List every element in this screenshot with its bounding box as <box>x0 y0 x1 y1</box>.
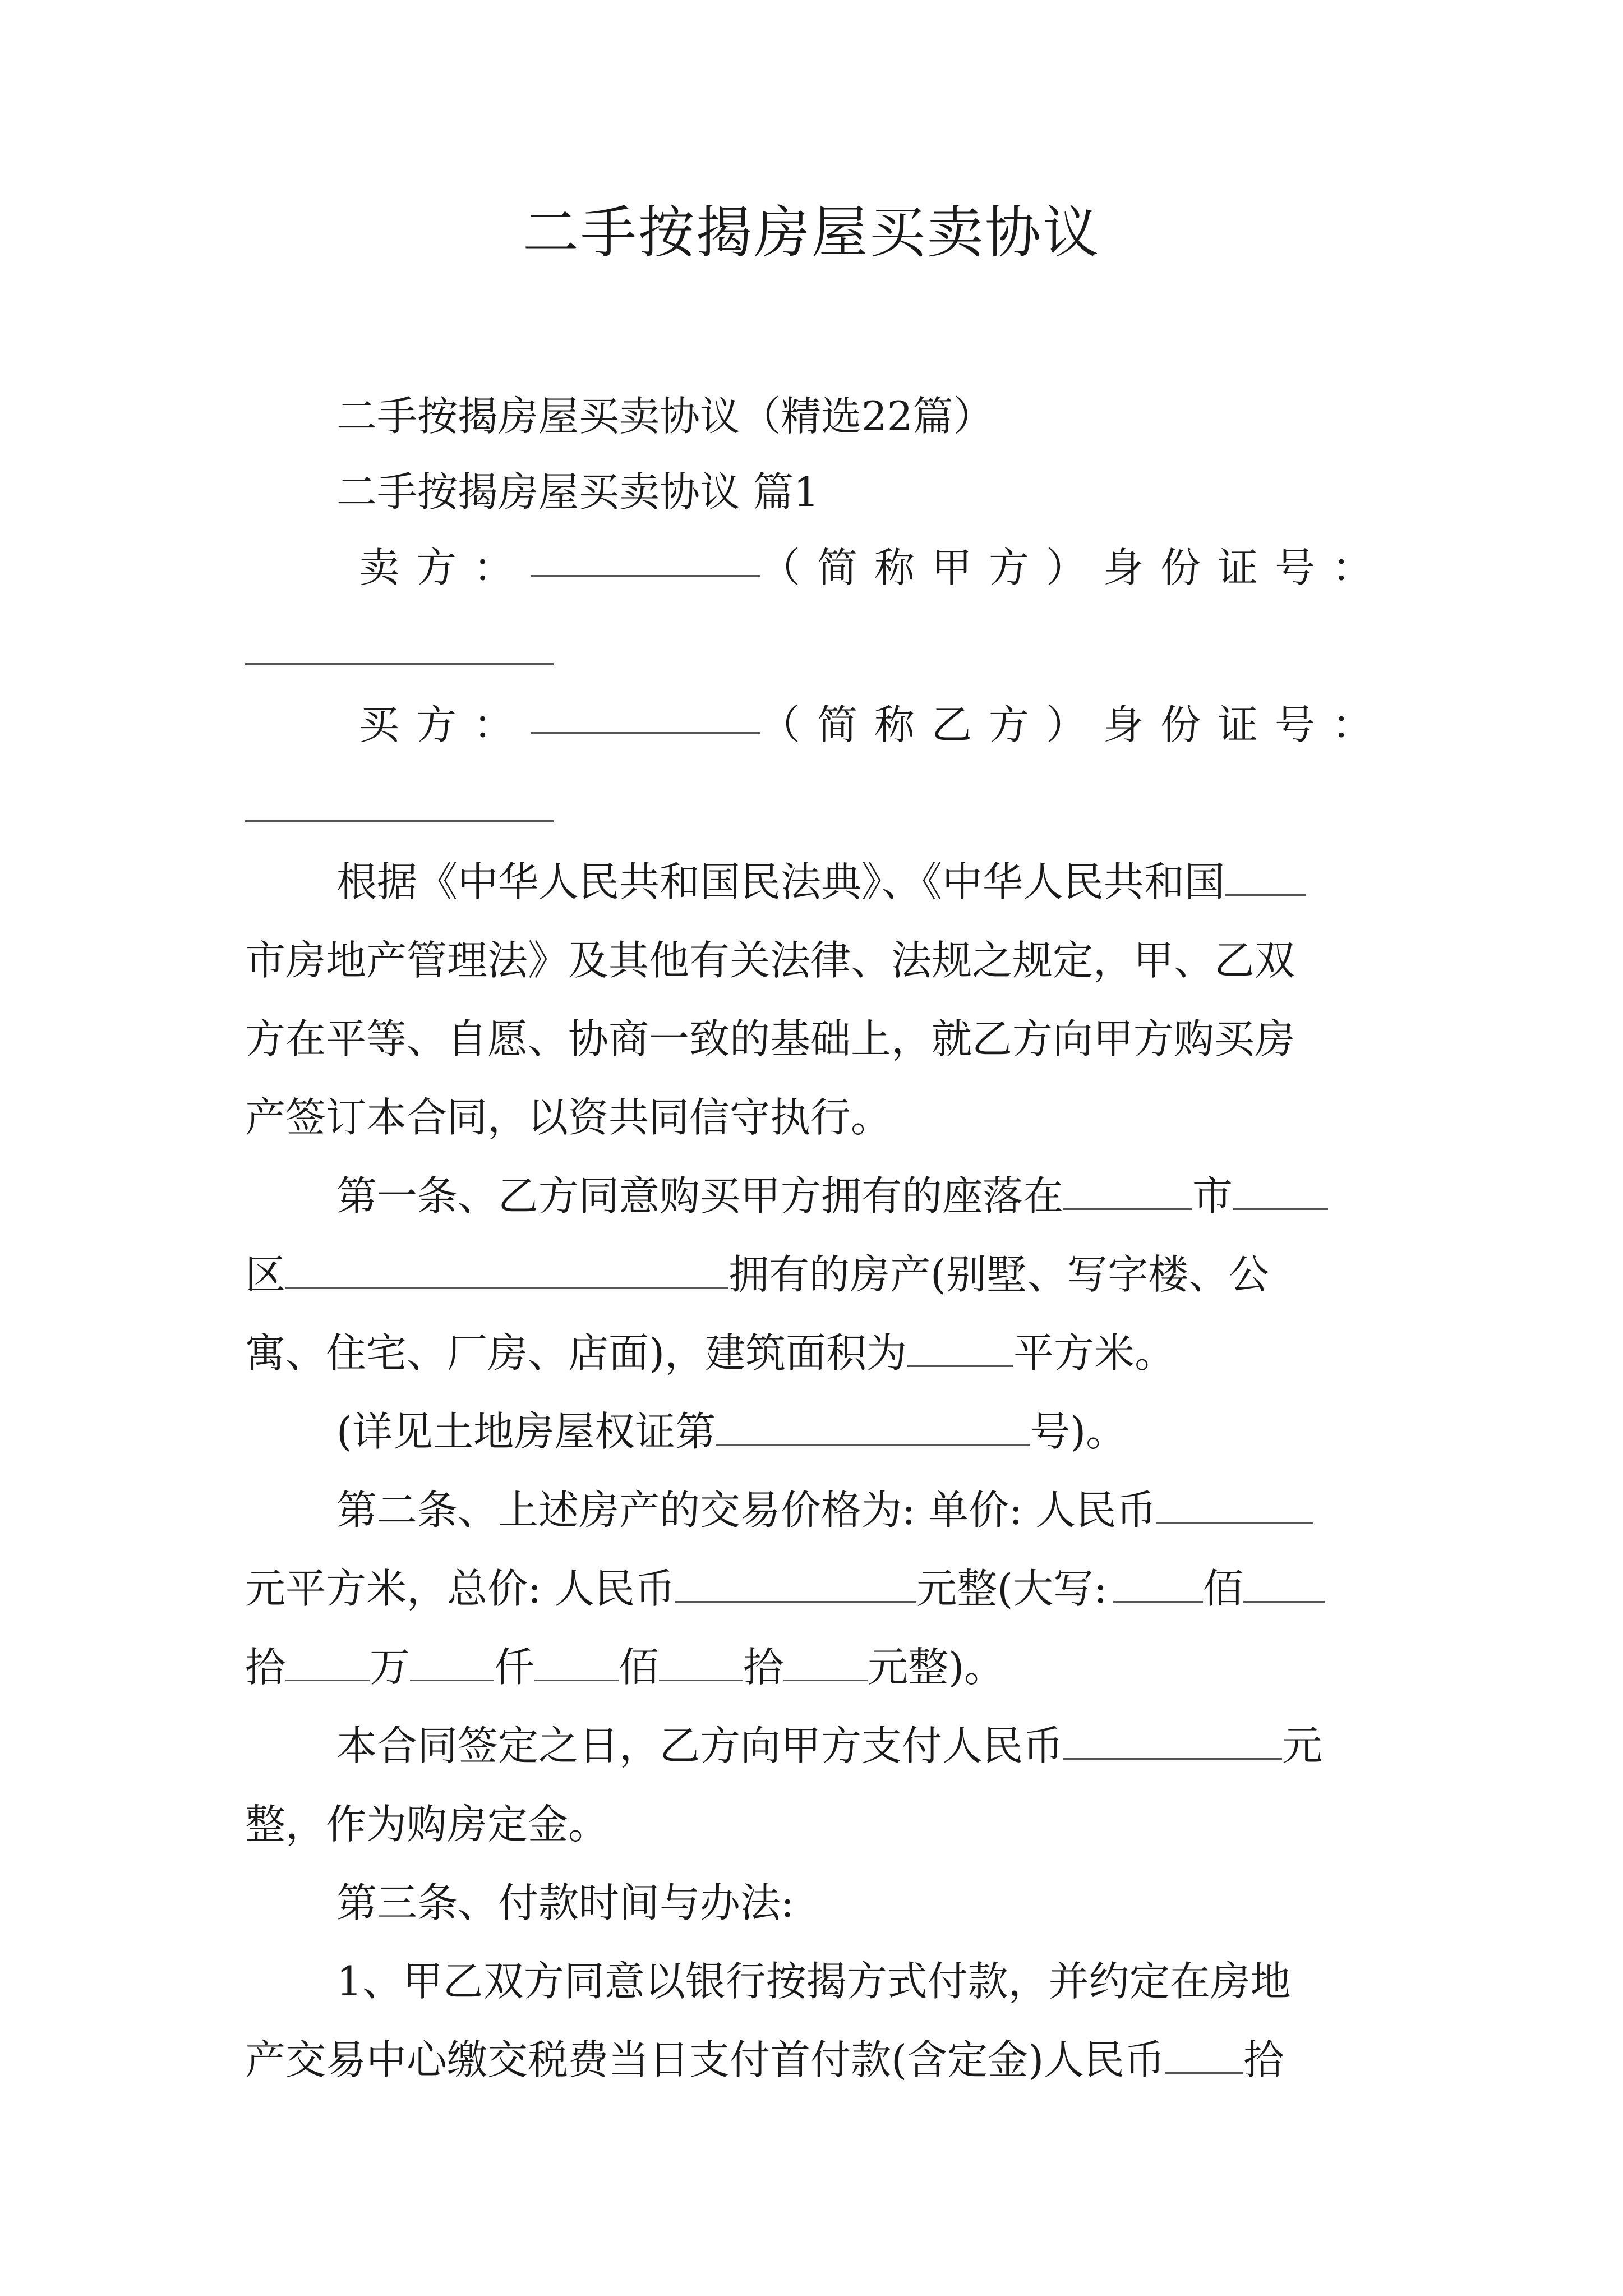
article-text: 市 <box>1192 1172 1233 1220</box>
seller-name-blank <box>531 540 760 577</box>
article-3-line-2 <box>245 2032 1389 2088</box>
buyer-label: 买方： <box>359 701 531 748</box>
deposit-line-1 <box>336 1718 1389 1774</box>
paragraph-text: 根据《中华人民共和国民法典》、《中华人民共和国 <box>336 858 1225 905</box>
deposit-blank <box>1063 1723 1282 1760</box>
article-1-line-2 <box>245 1246 1389 1303</box>
article-text: 拾 <box>1243 2036 1284 2083</box>
deposit-line-2: 整，作为购房定金。 <box>245 1801 609 1848</box>
seller-line <box>359 540 1389 596</box>
article-text: 仟 <box>494 1644 535 1691</box>
city-blank <box>1225 859 1306 896</box>
article-3-heading: 第三条、付款时间与办法: <box>336 1879 795 1926</box>
article-text: 万 <box>370 1644 411 1691</box>
amount-blank <box>285 1644 370 1681</box>
buyer-line <box>359 697 1389 753</box>
location-blank <box>1063 1173 1192 1210</box>
article-text: 元平方米，总价: 人民币 <box>245 1565 676 1612</box>
city-blank <box>1233 1173 1328 1210</box>
article-text: 拥有的房产(别墅、写字楼、公 <box>728 1251 1270 1298</box>
article-text: 产交易中心缴交税费当日支付首付款(含定金)人民币 <box>245 2036 1165 2083</box>
buyer-name-blank <box>531 697 760 734</box>
article-text: 拾 <box>245 1644 286 1691</box>
district-blank <box>285 1251 728 1289</box>
article-2-line-2 <box>245 1561 1389 1617</box>
article-3-line-1: 1、甲乙双方同意以银行按揭方式付款，并约定在房地 <box>336 1958 1291 2005</box>
seller-label: 卖方： <box>359 544 531 591</box>
article-text: 第二条、上述房产的交易价格为: 单价: 人民币 <box>336 1487 1157 1534</box>
deposit-text: 本合同签定之日，乙方向甲方支付人民币 <box>336 1722 1064 1769</box>
article-text: 佰 <box>619 1644 660 1691</box>
amount-blank <box>1113 1566 1203 1603</box>
article-text: 佰 <box>1202 1565 1243 1612</box>
down-payment-blank <box>1165 2037 1243 2074</box>
seller-id-blank <box>245 628 554 665</box>
article-2-line-1 <box>336 1482 1389 1538</box>
buyer-abbr: （简称乙方）身份证号： <box>759 701 1389 748</box>
paragraph-1-line-3: 方在平等、自愿、协商一致的基础上，就乙方向甲方购买房 <box>245 1015 1295 1062</box>
certificate-blank <box>716 1409 1030 1446</box>
amount-blank <box>1243 1566 1325 1603</box>
article-text: 号)。 <box>1030 1408 1127 1455</box>
deposit-text: 元 <box>1282 1722 1323 1769</box>
total-price-blank <box>675 1566 916 1603</box>
section-heading: 二手按揭房屋买卖协议 篇1 <box>336 468 819 516</box>
area-blank <box>907 1330 1013 1367</box>
amount-blank <box>783 1644 868 1681</box>
article-1-line-3 <box>245 1325 1389 1381</box>
document-title: 二手按揭房屋买卖协议 <box>523 200 1100 265</box>
article-text: 寓、住宅、厂房、店面)，建筑面积为 <box>245 1329 907 1377</box>
amount-blank <box>410 1644 494 1681</box>
article-text: 元整(大写: <box>916 1565 1108 1612</box>
paragraph-1-line-2: 市房地产管理法》及其他有关法律、法规之规定，甲、乙双 <box>245 937 1295 984</box>
article-text: 拾 <box>743 1644 784 1691</box>
amount-blank <box>534 1644 619 1681</box>
buyer-id-line <box>245 780 1389 836</box>
seller-id-line <box>245 623 1389 679</box>
article-text: 元整)。 <box>868 1644 1005 1691</box>
paragraph-1-line-1 <box>336 854 1389 910</box>
paragraph-1-line-4: 产签订本合同，以资共同信守执行。 <box>245 1094 892 1141</box>
unit-price-blank <box>1156 1487 1313 1524</box>
article-2-line-3 <box>245 1639 1389 1695</box>
seller-abbr: （简称甲方）身份证号： <box>759 544 1389 591</box>
amount-blank <box>659 1644 743 1681</box>
document-subtitle: 二手按揭房屋买卖协议（精选22篇） <box>336 393 994 440</box>
article-1-line-4 <box>336 1404 1389 1460</box>
article-text: (详见土地房屋权证第 <box>336 1408 716 1455</box>
buyer-id-blank <box>245 785 554 822</box>
article-1-line-1 <box>336 1168 1389 1224</box>
article-text: 第一条、乙方同意购买甲方拥有的座落在 <box>336 1172 1064 1220</box>
article-text: 平方米。 <box>1013 1329 1175 1377</box>
article-text: 区 <box>245 1251 286 1298</box>
